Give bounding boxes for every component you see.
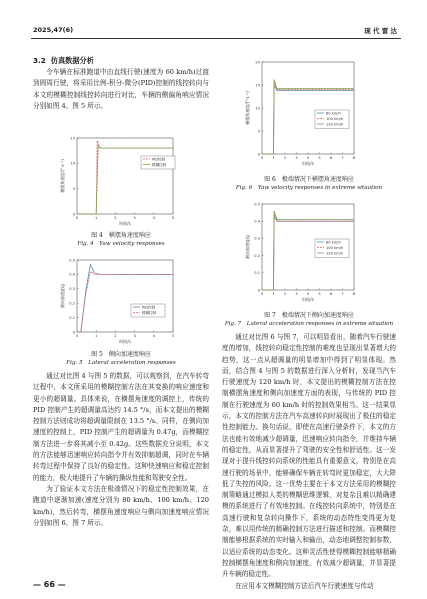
x-tick-label: 2	[283, 156, 287, 160]
y-axis-label: 横摆角速度/(°·s⁻¹)	[245, 91, 250, 125]
y-tick-label: 5	[72, 186, 75, 191]
y-tick-label: 10	[70, 161, 75, 166]
series-line-1	[77, 272, 173, 332]
y-tick-label: 0	[72, 212, 75, 217]
y-tick-label: 15	[255, 83, 260, 88]
y-tick-label: 0	[257, 152, 260, 157]
left-paragraph-2: 通过对比图 4 与图 5 的数据，可以观察到，在汽车转弯过程中，本文所采用的模糊控制方法在其变换的响应速度和更小的超调量。具体来说，在横摆角速度的调控上，传统的 PID 控制产生的超调量高达约 14.5 °/s，而本文提出的模糊控制方法则成功将超调量限制在 13.5 °/s。同样，在侧向加速度的控制上，PID 控制产生的超调量为 0.47g，而模糊控制方法进一步将其减小至 0.42g。这些数据充分说明，本文的方法能够迅速响应转向指令并有效抑制超调，同时在车辆转弯过程中保持了良好的稳定性。这种快速响应和稳定控制的能力，极大地提升了车辆的操纵性能和驾驶安全性。 为了验证本文方法在极端情况下的稳定性控制效果，在跑道中逐渐加速(速度分别为 80 km/h、100 km/h、120 km/h)，然后转弯，横摆角速度响应与侧向加速度响应情况分别如图 6、图 7 所示。	[33, 372, 209, 527]
x-tick-label: 6	[329, 292, 333, 296]
figure-5-caption-en: Fig. 5 Lateral acceleration responses	[66, 360, 176, 366]
x-tick-label: 4	[306, 292, 310, 296]
legend-label: 模糊控制	[152, 162, 167, 167]
chart-fig6	[222, 56, 396, 174]
x-tick-label: 2	[114, 216, 117, 220]
y-tick-label: 20	[255, 60, 260, 65]
x-tick-label: 7	[341, 292, 344, 296]
x-tick-label: 0	[75, 334, 79, 338]
y-tick-label: 15	[70, 136, 75, 141]
series-line-0	[77, 141, 173, 214]
figure-7-caption-en: Fig. 7 Lateral acceleration responses in extreme situation	[224, 321, 394, 327]
header-rule	[31, 38, 401, 39]
x-tick-label: 8	[352, 292, 356, 296]
x-tick-label: 8	[352, 156, 356, 160]
legend-label: PID控制	[152, 157, 166, 162]
x-axis-label: 时间/s	[119, 221, 131, 226]
x-tick-label: 5	[318, 156, 321, 160]
legend	[131, 304, 165, 317]
x-tick-label: 1	[272, 156, 275, 160]
legend-label: PID控制	[142, 305, 156, 310]
y-tick-label: 0	[257, 288, 260, 293]
x-tick-label: 5	[318, 292, 321, 296]
x-tick-label: 0	[260, 292, 264, 296]
journal-name: 现 代 雷 达	[364, 27, 397, 35]
x-tick-label: 0	[75, 216, 79, 220]
left-paragraph-1: 令车辆在标准跑道中由直线行驶(速度为 60 km/h)过渡到圆周行驶，将采用比例-积分-微分(PID)控制的线控转向与本文的模糊控制线控转向进行对比，车辆的侧偏角响应情况分别如图 4、图 5 所示。	[33, 68, 209, 110]
plot-frame	[77, 260, 173, 332]
legend-label: 80 km/h	[326, 240, 341, 245]
chart-fig5	[33, 252, 209, 350]
x-tick-label: 4	[152, 334, 155, 338]
figure-4-caption: 图 4 横摆角速度响应	[91, 232, 151, 239]
legend	[315, 239, 349, 258]
y-tick-label: 0	[72, 330, 75, 335]
y-tick-label: 0.2	[69, 301, 75, 306]
chart-fig7	[222, 198, 396, 310]
y-tick-label: 0.5	[254, 202, 260, 207]
figure-6	[222, 56, 396, 174]
y-tick-label: 10	[255, 106, 260, 111]
journal-issue: 2025,47(6)	[33, 26, 74, 34]
plot-frame	[77, 138, 173, 214]
x-tick-label: 2	[114, 334, 117, 338]
section-number: 3.2	[33, 56, 46, 65]
page-number: — 66 —	[33, 580, 66, 589]
x-axis-label: 时间/s	[302, 161, 314, 166]
y-tick-label: 0.2	[254, 253, 260, 258]
x-tick-label: 6	[329, 156, 333, 160]
figure-5	[33, 252, 209, 350]
legend	[141, 156, 175, 169]
x-tick-label: 3	[133, 334, 136, 338]
figure-4	[33, 130, 209, 232]
x-tick-label: 4	[306, 156, 310, 160]
legend-label: 模糊控制	[142, 310, 157, 315]
y-tick-label: 0.4	[254, 219, 260, 224]
x-tick-label: 4	[152, 216, 155, 220]
x-tick-label: 5	[171, 216, 175, 220]
section-title: 仿真数据分析	[50, 56, 94, 65]
y-axis-label: 侧向加速度/g	[245, 235, 250, 259]
y-axis-label: 侧向加速度/g	[60, 284, 65, 308]
x-tick-label: 1	[95, 216, 98, 220]
x-tick-label: 3	[133, 216, 136, 220]
section-heading	[33, 56, 94, 66]
x-tick-label: 0	[260, 156, 264, 160]
figure-5-caption: 图 5 侧向加速度响应	[91, 351, 151, 358]
x-tick-label: 1	[95, 334, 98, 338]
legend-label: 120 km/h	[326, 122, 344, 127]
y-tick-label: 0.1	[69, 315, 75, 320]
legend-label: 100 km/h	[326, 245, 344, 250]
figure-4-caption-en: Fig. 4 Yaw velocity responses	[77, 241, 165, 247]
figure-7-caption: 图 7 极端情况下侧向加速度响应	[264, 312, 354, 319]
legend-label: 120 km/h	[326, 251, 344, 256]
right-paragraphs: 通过对比图 6 与图 7，可以明显看出，随着汽车行驶速度的增加，线控转向稳定性控制的难度也呈现出显著增大的趋势，这一点从超调量的明显增加中得到了明显体现。然而，结合图 4 与图 5 的数据进行深入分析时，发现当汽车行驶速度为 120 km/h 时，本文提出的模糊控制方法在控制横摆角速度和侧向加速度方面的表现，与传统的 PID 控制在行驶速度为 60 km/h 时的控制效果相当。这一结果显示，本文的控制方法在汽车高速转向时展现出了极佳的稳定性控制能力。换句话说，即使在高速行驶条件下，本文的方法也能有效地减少超调量，迅速响应转向指令，并维持车辆的稳定性，从而显著提升了驾驶的安全性和舒适性。这一发现对于提升线控转向系统的性能具有重要意义，特别是在高速行驶的场景中，能够确保车辆在转弯时更加稳定，大大降低了失控的风险。这一优势主要在于本文方法采用的模糊控制策略通过模拟人类的模糊思维逻辑，对复杂且难以精确建模的系统进行了有效地控制。在线控转向系统中，特别是在高速行驶和复杂转向操作下，系统的动态特性变得更为复杂，难以用传统的精确控制方法进行描述和控制。而模糊控制能够根据系统的实时输入和输出，动态地调整控制参数，以适应系统的动态变化。这种灵活性使得模糊控制能够精确控制横摆角速度和侧向加速度，有效减少超调量，并显著提升车辆的稳定性。 在应用本文模糊控制方法后汽车行驶速度与传动	[222, 333, 396, 590]
x-tick-label: 5	[171, 334, 175, 338]
figure-6-caption-en: Fig. 6 Yaw velocity responses in extreme situation	[235, 185, 383, 191]
x-tick-label: 7	[341, 156, 344, 160]
x-tick-label: 1	[272, 292, 275, 296]
legend-label: 100 km/h	[326, 116, 344, 121]
y-tick-label: 0.4	[69, 272, 75, 277]
legend	[315, 110, 349, 129]
y-tick-label: 0.5	[69, 258, 75, 263]
chart-fig4	[33, 130, 209, 232]
figure-6-caption: 图 6 极端情况下横摆角速度响应	[264, 176, 354, 183]
x-axis-label: 时间/s	[119, 339, 131, 344]
y-axis-label: 横摆角速度/(°·s⁻¹)	[60, 159, 65, 193]
plot-frame	[262, 62, 354, 154]
x-tick-label: 3	[295, 292, 298, 296]
y-tick-label: 0.1	[254, 271, 260, 276]
y-tick-label: 0.3	[69, 287, 75, 292]
legend-label: 80 km/h	[326, 111, 341, 116]
y-tick-label: 5	[257, 129, 260, 134]
x-axis-label: 时间/s	[302, 297, 314, 302]
x-tick-label: 2	[283, 292, 287, 296]
y-tick-label: 0.3	[254, 236, 260, 241]
x-tick-label: 3	[295, 156, 298, 160]
figure-7	[222, 198, 396, 310]
